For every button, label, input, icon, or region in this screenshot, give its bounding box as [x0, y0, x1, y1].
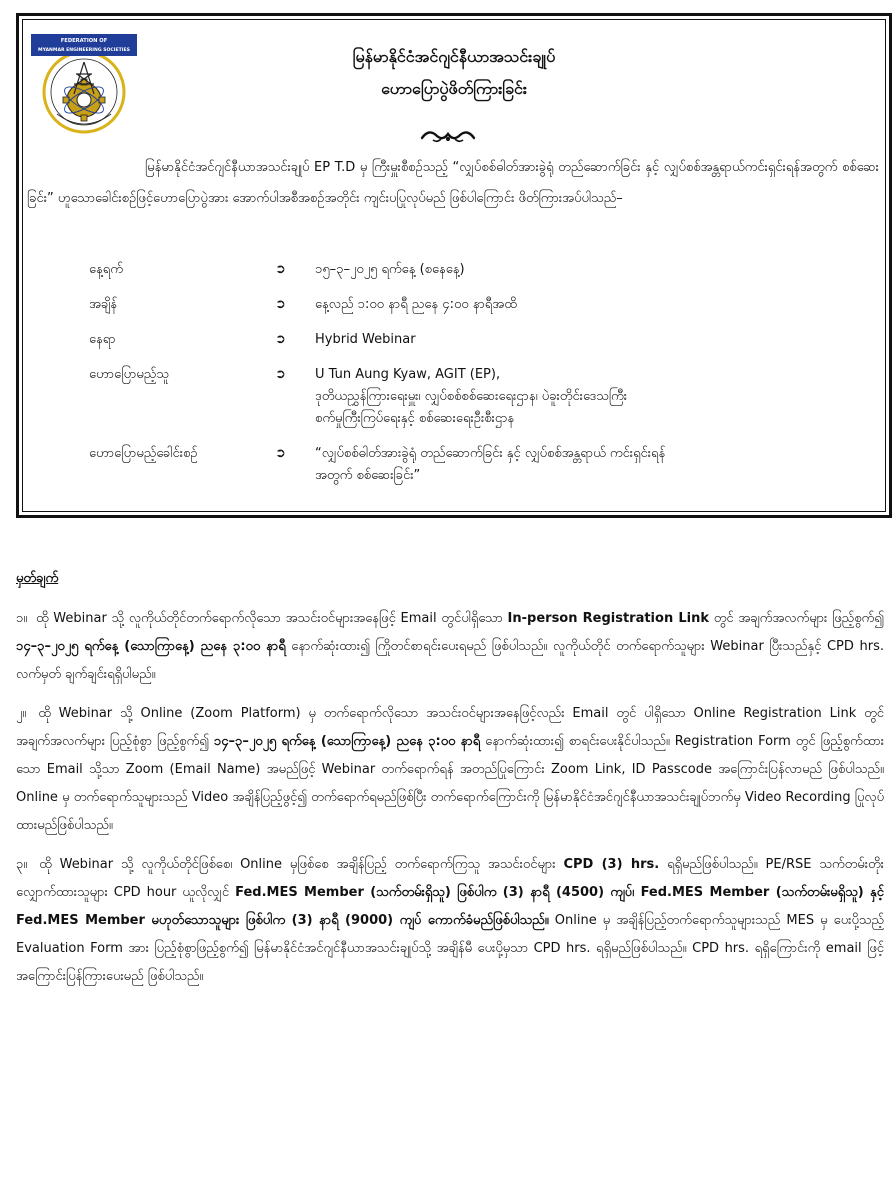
venue-label: နေရာ	[89, 332, 116, 347]
note-paragraph-1	[16, 605, 884, 689]
announcement-title: ဟောပြောပွဲဖိတ်ကြားခြင်း	[381, 79, 527, 98]
speaker-label: ဟောပြောမည့်သူ	[89, 367, 169, 382]
topic-line-2: အတွက် စစ်ဆေးခြင်း”	[315, 468, 421, 483]
note-text: နောက်ဆုံးထား၍ စာရင်းပေးနိုင်ပါသည်။ Registration Form တွင် ဖြည့်စွက်ထားသော Email သို့သာ Zoom (Email Name) အမည်ဖြင့် Webinar တက်ရောက်ရန် အတည်ပြုကြောင်း Zoom Link, ID Passcode အကြောင်းပြန်လာမည် ဖြစ်ပါသည်။ Online မှ တက်ရောက်သူများသည် Video အချိန်ပြည့်ဖွင့်၍ တက်ရောက်ရမည်ဖြစ်ပြီး တက်ရောက်ကြောင်းကို မြန်မာနိုင်ငံအင်ဂျင်နီယာအသင်းချုပ်ဘက်မှ Video Recording ပြုလုပ်ထားမည်ဖြစ်ပါသည်။	[16, 734, 884, 833]
topic-line-1: “လျှပ်စစ်ဓါတ်အားခွဲရုံ တည်ဆောက်ခြင်း နှင့် လျှပ်စစ်အန္တရာယ် ကင်းရှင်းရန်	[315, 446, 666, 461]
note-text: ထို Webinar သို့ Online (Zoom Platform) မှ တက်ရောက်လိုသော အသင်းဝင်များအနေဖြင့်လည်း Email တွင် ပါရှိသော Online Registration Link တွင် အချက်အလက်များ ပြည့်စုံစွာ ဖြည့်စွက်၍	[16, 706, 884, 749]
org-title: မြန်မာနိုင်ငံအင်ဂျင်နီယာအသင်းချုပ်	[352, 47, 556, 66]
note-bold-text: Fed.MES Member (သက်တမ်းရှိသူ) ဖြစ်ပါက (3) နာရီ (4500) ကျပ်၊ Fed.MES Member (သက်တမ်းမရှိသူ) နှင့် Fed.MES Member မဟုတ်သောသူများ ဖြစ်ပါက (3) နာရီ (9000) ကျပ် ကောက်ခံမည်ဖြစ်ပါသည်။	[16, 885, 884, 928]
event-details	[89, 259, 889, 487]
arrow-icon: ➲	[275, 367, 286, 382]
invitation-box	[16, 13, 892, 518]
note-text: ရရှိမည်ဖြစ်ပါသည်။ PE/RSE သက်တမ်းတိုးလျှောက်ထားသူများ CPD hour ယူလိုလျှင်	[16, 857, 884, 900]
arrow-icon: ➲	[275, 446, 286, 461]
topic-label: ဟောပြောမည့်ခေါင်းစဉ်	[89, 446, 198, 461]
arrow-icon: ➲	[275, 262, 286, 277]
ornament-icon	[419, 126, 477, 144]
intro-text-3: ကျင်းပပြုလုပ်မည် ဖြစ်ပါကြောင်း ဖိတ်ကြားအပ်ပါသည်–	[363, 191, 623, 206]
note-number: ၁။	[16, 611, 28, 626]
note-text: တွင် အချက်အလက်များ ဖြည့်စွက်၍	[713, 611, 885, 626]
date-row	[89, 259, 889, 294]
logo-top-text: FEDERATION OF	[60, 38, 108, 44]
topic-value	[315, 443, 889, 487]
speaker-position: ဒုတိယညွှန်ကြားရေးမှူး၊ လျှပ်စစ်စစ်ဆေးရေးဌာန၊ ပဲခူးတိုင်းဒေသကြီး	[315, 389, 628, 404]
notes-section	[16, 566, 884, 1002]
topic-row	[89, 443, 889, 487]
venue-value: Hybrid Webinar	[315, 332, 416, 347]
speaker-name: U Tun Aung Kyaw, AGIT (EP),	[315, 367, 501, 382]
speaker-department: စက်မှုကြီးကြပ်ရေးနှင့် စစ်ဆေးရေးဦးစီးဌာန	[315, 411, 515, 426]
date-label: နေ့ရက်	[89, 262, 123, 277]
venue-row	[89, 329, 889, 364]
arrow-icon: ➲	[275, 297, 286, 312]
time-label: အချိန်	[89, 297, 118, 312]
intro-paragraph	[27, 152, 879, 214]
note-paragraph-2	[16, 700, 884, 840]
intro-text-2: နှင့် လျှပ်စစ်အန္တရာယ်ကင်းရှင်းရန်အတွက် စစ်ဆေးခြင်း” ဟူသောခေါင်းစဉ်ဖြင့်ဟောပြောပွဲအား အောက်ပါအစီအစဉ်အတိုင်း	[27, 160, 879, 206]
note-text: ထို Webinar သို့ လူကိုယ်တိုင်ဖြစ်စေ၊ Online မှဖြစ်စေ အချိန်ပြည့် တက်ရောက်ကြသူ အသင်းဝင်များ	[39, 857, 556, 872]
speaker-row	[89, 364, 889, 443]
note-text: Online မှ အချိန်ပြည့်တက်ရောက်သူများသည် MES မှ ပေးပို့သည့် Evaluation Form အား ပြည့်စုံစွာဖြည့်စွက်၍ မြန်မာနိုင်ငံအင်ဂျင်နီယာအသင်းချုပ်သို့ အချိန်မီ ပေးပို့မှသာ CPD hrs. ရရှိမည်ဖြစ်ပါသည်။ CPD hrs. ရရှိကြောင်းကို email ဖြင့် အကြောင်းပြန်ကြားပေးမည် ဖြစ်ပါသည်။	[16, 913, 885, 984]
time-row	[89, 294, 889, 329]
speaker-value	[315, 364, 889, 443]
arrow-icon: ➲	[275, 332, 286, 347]
logo-band-text: MYANMAR ENGINEERING SOCIETIES	[38, 48, 130, 53]
note-number: ၃။	[16, 857, 28, 872]
note-bold-text: ၁၄–၃–၂၀၂၅ ရက်နေ့ (သောကြာနေ့) ညနေ ၃:၀၀ နာရီ	[16, 639, 286, 654]
time-value: နေ့လည် ၁:၀၀ နာရီ ညနေ ၄:၀၀ နာရီအထိ	[315, 297, 517, 312]
note-bold-text: ၁၄–၃–၂၀၂၅ ရက်နေ့ (သောကြာနေ့) ညနေ ၃:၀၀ နာရီ	[213, 734, 481, 749]
note-bold-text: In-person Registration Link	[507, 611, 709, 626]
date-value: ၁၅–၃–၂၀၂၅ ရက်နေ့ (စနေနေ့)	[315, 262, 465, 277]
note-paragraph-3	[16, 851, 884, 991]
note-text: ထို Webinar သို့ လူကိုယ်တိုင်တက်ရောက်လိုသော အသင်းဝင်များအနေဖြင့် Email တွင်ပါရှိသော	[36, 611, 503, 626]
notes-heading: မှတ်ချက်	[16, 571, 59, 586]
note-text: နောက်ဆုံးထား၍ ကြိုတင်စာရင်းပေးရမည် ဖြစ်ပါသည်။ လူကိုယ်တိုင် တက်ရောက်သူများ Webinar ပြီးသည်နှင့် CPD hrs. လက်မှတ် ချက်ချင်းရရှိပါမည်။	[16, 639, 884, 682]
intro-text-1: မြန်မာနိုင်ငံအင်ဂျင်နီယာအသင်းချုပ် EP T.D မှ ကြီးမှူးစီစဉ်သည့် “လျှပ်စစ်ဓါတ်အားခွဲရုံ တည်ဆောက်ခြင်း	[145, 160, 641, 175]
note-number: ၂။	[16, 706, 27, 721]
note-bold-text: CPD (3) hrs.	[563, 857, 660, 872]
